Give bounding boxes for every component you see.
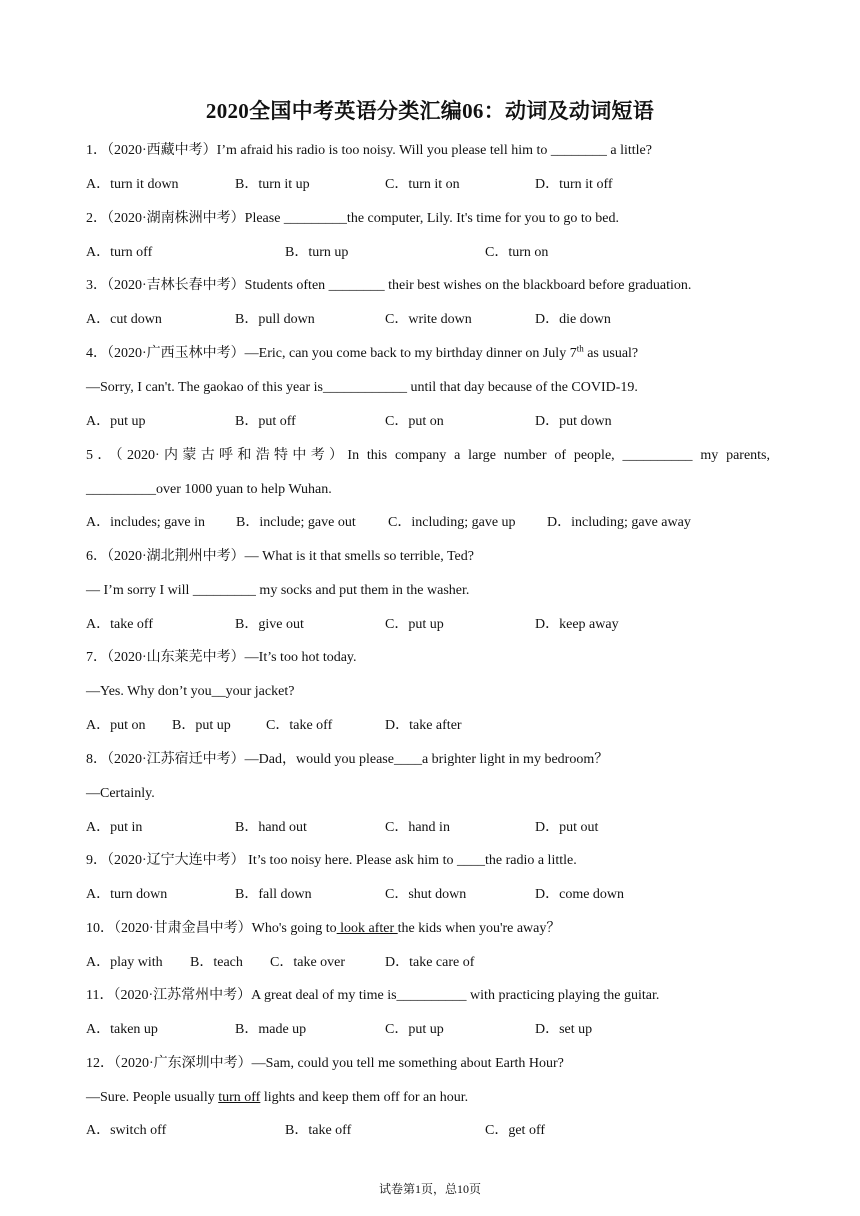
- q3-option-b[interactable]: B．pull down: [235, 312, 315, 327]
- q8-option-d[interactable]: D．put out: [535, 820, 599, 835]
- q10-option-a[interactable]: A．play with: [86, 955, 163, 970]
- q7-option-c[interactable]: C．take off: [266, 718, 333, 733]
- question-5-stem-cont: __________over 1000 yuan to help Wuhan.: [86, 482, 332, 497]
- question-9-stem: 9．（2020·辽宁大连中考） It’s too noisy here. Please ask him to ____the radio a little.: [86, 853, 577, 868]
- q9-option-a[interactable]: A．turn down: [86, 887, 168, 902]
- question-8-reply: —Certainly.: [86, 786, 155, 801]
- q4-stem-tail: as usual?: [583, 346, 639, 361]
- q5-option-a[interactable]: A．includes; gave in: [86, 515, 205, 530]
- question-2-stem: 2．（2020·湖南株洲中考）Please _________the computer, Lily. It's time for you to go to bed.: [86, 211, 619, 226]
- q4-stem-sup: th: [576, 343, 584, 354]
- q8-option-a[interactable]: A．put in: [86, 820, 143, 835]
- q1-option-a[interactable]: A．turn it down: [86, 177, 179, 192]
- q6-option-d[interactable]: D．keep away: [535, 617, 619, 632]
- q9-option-b[interactable]: B．fall down: [235, 887, 312, 902]
- q1-option-b[interactable]: B．turn it up: [235, 177, 310, 192]
- q4-stem-text: 4．（2020·广西玉林中考）—Eric, can you come back to my birthday dinner on July 7: [86, 346, 577, 361]
- q9-option-c[interactable]: C．shut down: [385, 887, 467, 902]
- q3-option-a[interactable]: A．cut down: [86, 312, 162, 327]
- q1-option-c[interactable]: C．turn it on: [385, 177, 460, 192]
- q12-reply-tail: lights and keep them off for an hour.: [260, 1090, 469, 1105]
- q8-option-c[interactable]: C．hand in: [385, 820, 450, 835]
- q7-option-d[interactable]: D．take after: [385, 718, 462, 733]
- page-footer: 试卷第1页，总10页: [378, 1182, 481, 1196]
- question-4-reply: —Sorry, I can't. The gaokao of this year is____________ until that day because of the COVID-19.: [86, 380, 638, 395]
- q4-option-a[interactable]: A．put up: [86, 414, 146, 429]
- q6-option-a[interactable]: A．take off: [86, 617, 153, 632]
- q5-option-d[interactable]: D．including; gave away: [547, 515, 691, 530]
- q7-option-a[interactable]: A．put on: [86, 718, 146, 733]
- q10-stem-tail: the kids when you're away？: [397, 921, 561, 936]
- question-6-stem: 6．（2020·湖北荆州中考）— What is it that smells so terrible, Ted?: [86, 549, 474, 564]
- q12-reply-text: —Sure. People usually: [86, 1090, 219, 1105]
- q4-option-c[interactable]: C．put on: [385, 414, 444, 429]
- q11-option-a[interactable]: A．taken up: [86, 1022, 158, 1037]
- q10-option-c[interactable]: C．take over: [270, 955, 346, 970]
- question-11-stem: 11．（2020·江苏常州中考）A great deal of my time is__________ with practicing playing the guitar.: [86, 988, 660, 1003]
- question-8-stem: 8．（2020·江苏宿迁中考）—Dad，would you please____a brighter light in my bedroom？: [86, 752, 609, 767]
- q8-option-b[interactable]: B．hand out: [235, 820, 307, 835]
- q1-option-d[interactable]: D．turn it off: [535, 177, 613, 192]
- question-12-reply: [86, 1088, 468, 1108]
- q2-option-b[interactable]: B．turn up: [285, 245, 349, 260]
- q10-stem-text: 10．（2020·甘肃金昌中考）Who's going to: [86, 921, 337, 936]
- q10-option-b[interactable]: B．teach: [190, 955, 243, 970]
- q4-option-d[interactable]: D．put down: [535, 414, 612, 429]
- q10-option-d[interactable]: D．take care of: [385, 955, 475, 970]
- question-3-stem: 3．（2020·吉林长春中考）Students often ________ their best wishes on the blackboard before graduation.: [86, 278, 692, 293]
- q6-option-b[interactable]: B．give out: [235, 617, 304, 632]
- q11-option-c[interactable]: C．put up: [385, 1022, 444, 1037]
- q12-option-c[interactable]: C．get off: [485, 1123, 546, 1138]
- q6-option-c[interactable]: C．put up: [385, 617, 444, 632]
- q11-option-b[interactable]: B．made up: [235, 1022, 307, 1037]
- q11-option-d[interactable]: D．set up: [535, 1022, 593, 1037]
- q5-option-c[interactable]: C．including; gave up: [388, 515, 516, 530]
- q3-option-d[interactable]: D．die down: [535, 312, 611, 327]
- q10-underlined-phrase: look after: [336, 921, 398, 936]
- question-5-stem: 5．（2020·内蒙古呼和浩特中考）In this company a large number of people, __________ my parents,: [86, 448, 770, 463]
- q12-option-b[interactable]: B．take off: [285, 1123, 352, 1138]
- q2-option-a[interactable]: A．turn off: [86, 245, 153, 260]
- question-4-stem: [86, 344, 638, 364]
- q7-option-b[interactable]: B．put up: [172, 718, 231, 733]
- question-12-stem: 12．（2020·广东深圳中考）—Sam, could you tell me something about Earth Hour?: [86, 1056, 564, 1071]
- q12-option-a[interactable]: A．switch off: [86, 1123, 167, 1138]
- q2-option-c[interactable]: C．turn on: [485, 245, 549, 260]
- question-7-reply: —Yes. Why don’t you__your jacket?: [86, 684, 295, 699]
- q5-option-b[interactable]: B．include; gave out: [236, 515, 356, 530]
- q3-option-c[interactable]: C．write down: [385, 312, 472, 327]
- q4-option-b[interactable]: B．put off: [235, 414, 296, 429]
- question-7-stem: 7．（2020·山东莱芜中考）—It’s too hot today.: [86, 650, 357, 665]
- question-1-stem: 1．（2020·西藏中考）I’m afraid his radio is too noisy. Will you please tell him to ________ a little?: [86, 143, 652, 158]
- page-title: 2020全国中考英语分类汇编06：动词及动词短语: [205, 99, 655, 123]
- question-6-reply: — I’m sorry I will _________ my socks and put them in the washer.: [86, 583, 470, 598]
- q12-underlined-phrase: turn off: [218, 1090, 261, 1105]
- q9-option-d[interactable]: D．come down: [535, 887, 625, 902]
- question-10-stem: [86, 919, 560, 939]
